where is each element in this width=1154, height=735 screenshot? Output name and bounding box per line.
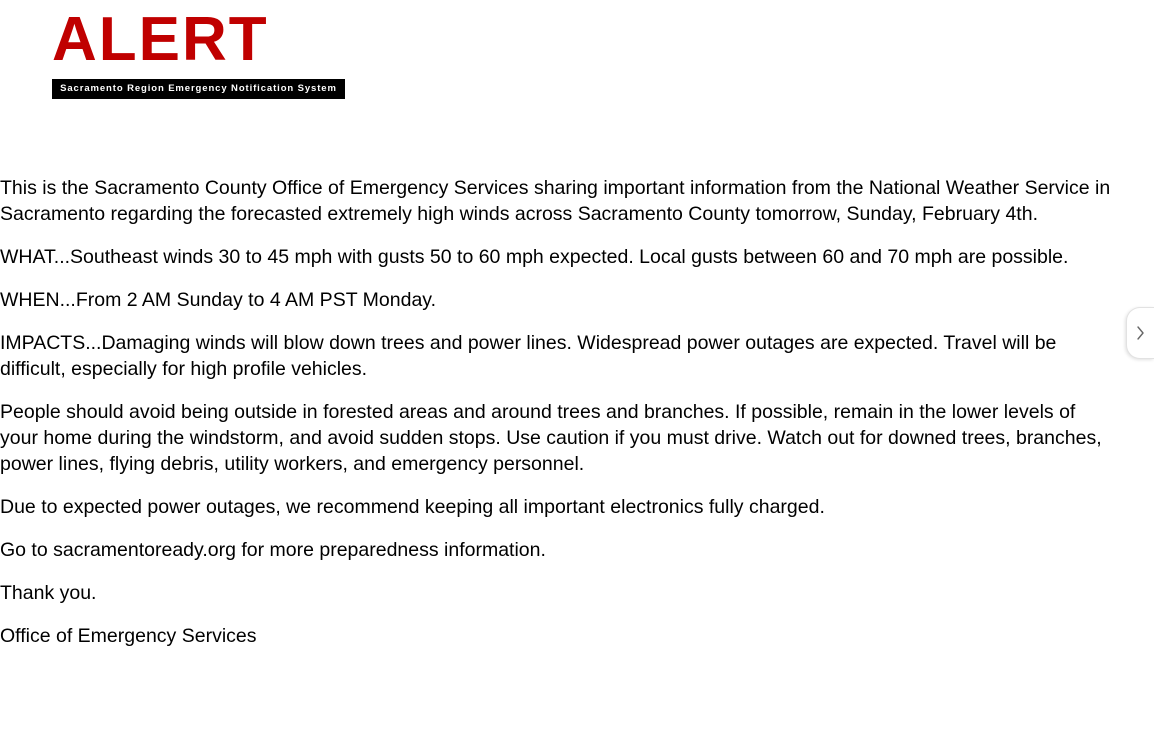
alert-logo [52, 2, 392, 99]
message-paragraph: WHEN...From 2 AM Sunday to 4 AM PST Monday. [0, 289, 437, 311]
message-paragraph: Due to expected power outages, we recommend keeping all important electronics fully charged. [0, 496, 825, 518]
message-paragraph: IMPACTS...Damaging winds will blow down trees and power lines. Widespread power outages are expected. Travel will be difficult, especially for high profile vehicles. [0, 332, 1057, 380]
message-paragraph: Go to sacramentoready.org for more preparedness information. [0, 539, 546, 561]
alert-logo-tagline: Sacramento Region Emergency Notification System [52, 79, 345, 99]
message-paragraph: Thank you. [0, 582, 97, 604]
panel-expand-handle[interactable] [1126, 307, 1154, 359]
message-paragraph: This is the Sacramento County Office of Emergency Services sharing important information from the National Weather Service in Sacramento regarding the forecasted extremely high winds across Sacramento County tomorrow, Sunday, February 4th. [0, 177, 1111, 225]
message-paragraph: People should avoid being outside in forested areas and around trees and branches. If possible, remain in the lower levels of your home during the windstorm, and avoid sudden stops. Use caution if you must drive. Watch out for downed trees, branches, power lines, flying debris, utility workers, and emergency personnel. [0, 401, 1102, 475]
message-paragraph: Office of Emergency Services [0, 625, 257, 647]
chevron-right-icon [1136, 326, 1145, 340]
alert-message-body [0, 175, 1115, 649]
message-paragraph: WHAT...Southeast winds 30 to 45 mph with gusts 50 to 60 mph expected. Local gusts between 60 and 70 mph are possible. [0, 246, 1069, 268]
alert-logo-wordmark: ALERT [52, 5, 269, 74]
